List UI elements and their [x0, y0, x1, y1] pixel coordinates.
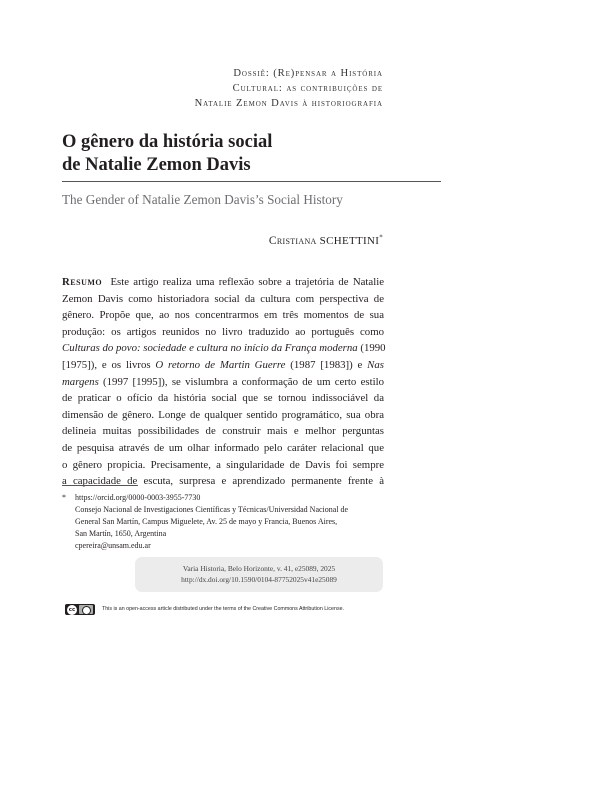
by-attribution-icon [79, 605, 93, 614]
citation-box [135, 557, 383, 592]
dossier-line-2: Cultural: as contribuições de [232, 83, 383, 94]
abstract-line [62, 374, 384, 391]
article-title [62, 131, 442, 177]
abstract [62, 274, 384, 490]
title-line-2: de Natalie Zemon Davis [62, 155, 251, 175]
abstract-line: delineia muitas possibilidades de construir mais e melhor perguntas [62, 425, 384, 438]
abstract-text: (1990 [357, 342, 386, 355]
author-name [269, 235, 383, 247]
journal-citation: Varia Historia, Belo Horizonte, v. 41, e25089, 2025 [182, 564, 336, 573]
abstract-line: produção: os artigos reunidos no livro traduzido ao português como [62, 325, 384, 338]
footnote-body [75, 492, 348, 552]
abstract-line [62, 357, 384, 374]
affiliation-line-2: General San Martín, Campus Miguelete, Av. 25 de mayo y Francia, Buenos Aires, [75, 517, 338, 526]
article-subtitle: The Gender of Natalie Zemon Davis’s Social History [62, 192, 343, 207]
abstract-text: Este artigo realiza uma reflexão sobre a trajetória de Natalie [110, 276, 384, 288]
abstract-line: Zemon Davis como historiadora social da cultura com perspectiva de [62, 292, 384, 305]
affiliation-line-1: Consejo Nacional de Investigaciones Científicas y Técnicas/Universidad Nacional de [75, 505, 349, 514]
cc-icon: cc [68, 607, 76, 613]
book-title-martin-guerre: O retorno de Martin Guerre [155, 358, 286, 371]
book-title-culturas: Culturas do povo: sociedade e cultura no início da França moderna [62, 342, 358, 355]
abstract-line: de pesquisa através de um olhar informado pelo caráter relacional que [62, 441, 384, 454]
doi-link[interactable]: http://dx.doi.org/10.1590/0104-87752025v41e25089 [181, 575, 337, 584]
abstract-line: o gênero propicia. Precisamente, a singularidade de Davis foi sempre [62, 458, 384, 471]
orcid-link[interactable]: https://orcid.org/0000-0003-3955-7730 [75, 493, 201, 502]
abstract-line: de praticar o ofício da história social que se tornou indissociável da [62, 392, 384, 405]
abstract-line: gênero. Propõe que, ao nos concentrarmos em três momentos de sua [62, 309, 384, 322]
footnote-mark: * [62, 493, 66, 502]
abstract-line: a capacidade de escuta, surpresa e aprendizado permanente frente à [62, 475, 384, 488]
book-title-nas: Nas [367, 358, 384, 371]
title-rule [62, 181, 441, 182]
license-text: This is an open-access article distributed under the terms of the Creative Commons Attribution License. [102, 605, 345, 612]
footnote-rule [62, 485, 138, 486]
author-email[interactable]: cpereira@unsam.edu.ar [75, 541, 151, 550]
abstract-text: (1987 [1983]) e [285, 358, 368, 371]
author-last-name: SCHETTINI [319, 235, 380, 247]
abstract-text: (1997 [1995]), se vislumbra a conformação de um certo estilo [98, 375, 384, 388]
cc-by-badge[interactable] [65, 604, 95, 615]
abstract-text: [1975]), e os livros [62, 358, 156, 371]
dossier-line-1: Dossiê: (Re)pensar a História [233, 68, 383, 79]
abstract-line [62, 340, 384, 357]
abstract-label: Resumo [62, 276, 103, 288]
dossier-header [195, 66, 383, 111]
dossier-line-3: Natalie Zemon Davis à historiografia [194, 98, 383, 109]
affiliation-line-3: San Martín, 1650, Argentina [75, 529, 167, 538]
abstract-line: dimensão de gênero. Longe de qualquer sentido programático, sua obra [62, 408, 384, 421]
author-first-name: Cristiana [268, 235, 317, 247]
title-line-1: O gênero da história social [62, 132, 273, 152]
abstract-line [62, 274, 384, 291]
book-title-margens: margens [62, 375, 99, 388]
author-footnote-mark[interactable]: * [379, 233, 383, 242]
